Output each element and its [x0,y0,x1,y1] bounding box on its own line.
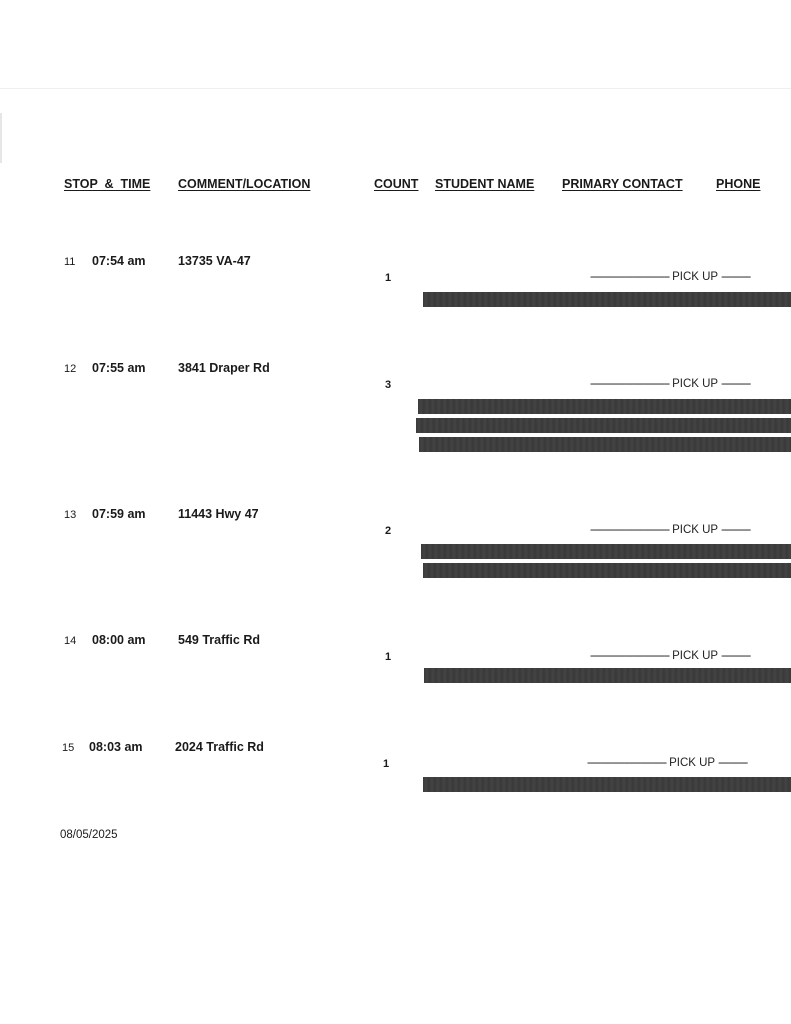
pickup-label: ------------------------------ PICK UP ----------- [590,378,751,390]
stop-time: 08:00 am [92,633,146,647]
stop-location: 11443 Hwy 47 [178,507,259,521]
stop-number: 11 [64,256,76,268]
stop-location: 13735 VA-47 [178,254,251,268]
header-comment-location: COMMENT/LOCATION [178,177,311,191]
stop-row [0,633,791,733]
scan-edge-mark [0,113,2,163]
header-student-name: STUDENT NAME [435,177,535,191]
page-top-rule [0,88,791,89]
stop-location: 3841 Draper Rd [178,361,270,375]
stop-number: 12 [64,363,77,375]
stop-time: 08:03 am [89,740,143,754]
stop-number: 15 [62,742,75,754]
pickup-label: ------------------------------ PICK UP ----------- [587,757,748,769]
stop-row [0,361,791,461]
pickup-label: ------------------------------ PICK UP ----------- [590,271,751,283]
stop-count: 1 [383,758,390,770]
stop-count: 1 [385,272,392,284]
pickup-label: ------------------------------ PICK UP ----------- [590,524,751,536]
header-phone: PHONE [716,177,761,191]
stop-time: 07:55 am [92,361,146,375]
stop-time: 07:54 am [92,254,146,268]
redaction-bar [416,418,791,433]
redaction-bar [423,777,791,792]
stop-time: 07:59 am [92,507,146,521]
header-stop-time: STOP & TIME [64,177,151,191]
redaction-bar [423,292,791,307]
redaction-bar [419,437,791,452]
footer-date: 08/05/2025 [60,829,118,841]
redaction-bar [418,399,791,414]
stop-row [0,740,791,840]
stop-row [0,507,791,607]
stop-row [0,254,791,354]
redaction-bar [424,668,791,683]
stop-number: 13 [64,509,77,521]
stop-count: 3 [385,379,392,391]
header-count: COUNT [374,177,419,191]
redaction-bar [421,544,791,559]
stop-location: 549 Traffic Rd [178,633,260,647]
stop-location: 2024 Traffic Rd [175,740,264,754]
header-primary-contact: PRIMARY CONTACT [562,177,683,191]
pickup-label: ------------------------------ PICK UP ----------- [590,650,751,662]
stop-count: 1 [385,651,392,663]
stop-number: 14 [64,635,77,647]
stop-count: 2 [385,525,392,537]
redaction-bar [423,563,791,578]
